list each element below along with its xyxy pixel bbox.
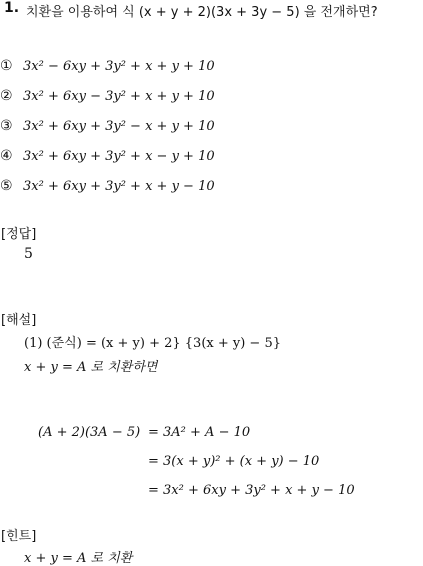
option-expression: 3x² + 6xy + 3y² + x + y − 10 (23, 179, 215, 194)
explanation-line-2: x + y = A 로 치환하면 (24, 360, 158, 375)
option-mark: ③ (0, 118, 13, 134)
derivation-step-3: = 3x² + 6xy + 3y² + x + y − 10 (148, 483, 355, 498)
option-expression: 3x² + 6xy − 3y² + x + y + 10 (23, 89, 215, 104)
question-text: 치환을 이용하여 식 (x + y + 2)(3x + 3y − 5) 을 전개하면? (26, 5, 378, 20)
answer-value: 5 (24, 246, 33, 262)
explanation-heading: [해설] (1, 313, 37, 328)
answer-heading: [정답] (1, 227, 37, 242)
hint-text: x + y = A 로 치환 (24, 551, 133, 566)
hint-heading: [힌트] (1, 529, 37, 544)
derivation-step-2: = 3(x + y)² + (x + y) − 10 (148, 454, 320, 469)
option-expression: 3x² − 6xy + 3y² + x + y + 10 (23, 59, 215, 74)
option-mark: ⑤ (0, 178, 13, 194)
option-4[interactable] (0, 148, 215, 164)
option-mark: ② (0, 88, 13, 104)
explanation-line-1: (1) (준식) = (x + y) + 2} {3(x + y) − 5} (24, 336, 281, 351)
option-2[interactable] (0, 88, 215, 104)
option-expression: 3x² + 6xy + 3y² − x + y + 10 (23, 119, 215, 134)
option-mark: ① (0, 58, 13, 74)
option-mark: ④ (0, 148, 13, 164)
question-number: 1. (4, 0, 20, 16)
option-5[interactable] (0, 178, 215, 194)
option-3[interactable] (0, 118, 215, 134)
derivation-lhs: (A + 2)(3A − 5) (38, 425, 141, 440)
option-1[interactable] (0, 58, 215, 74)
option-expression: 3x² + 6xy + 3y² + x − y + 10 (23, 149, 215, 164)
derivation-step-1: = 3A² + A − 10 (148, 425, 251, 440)
